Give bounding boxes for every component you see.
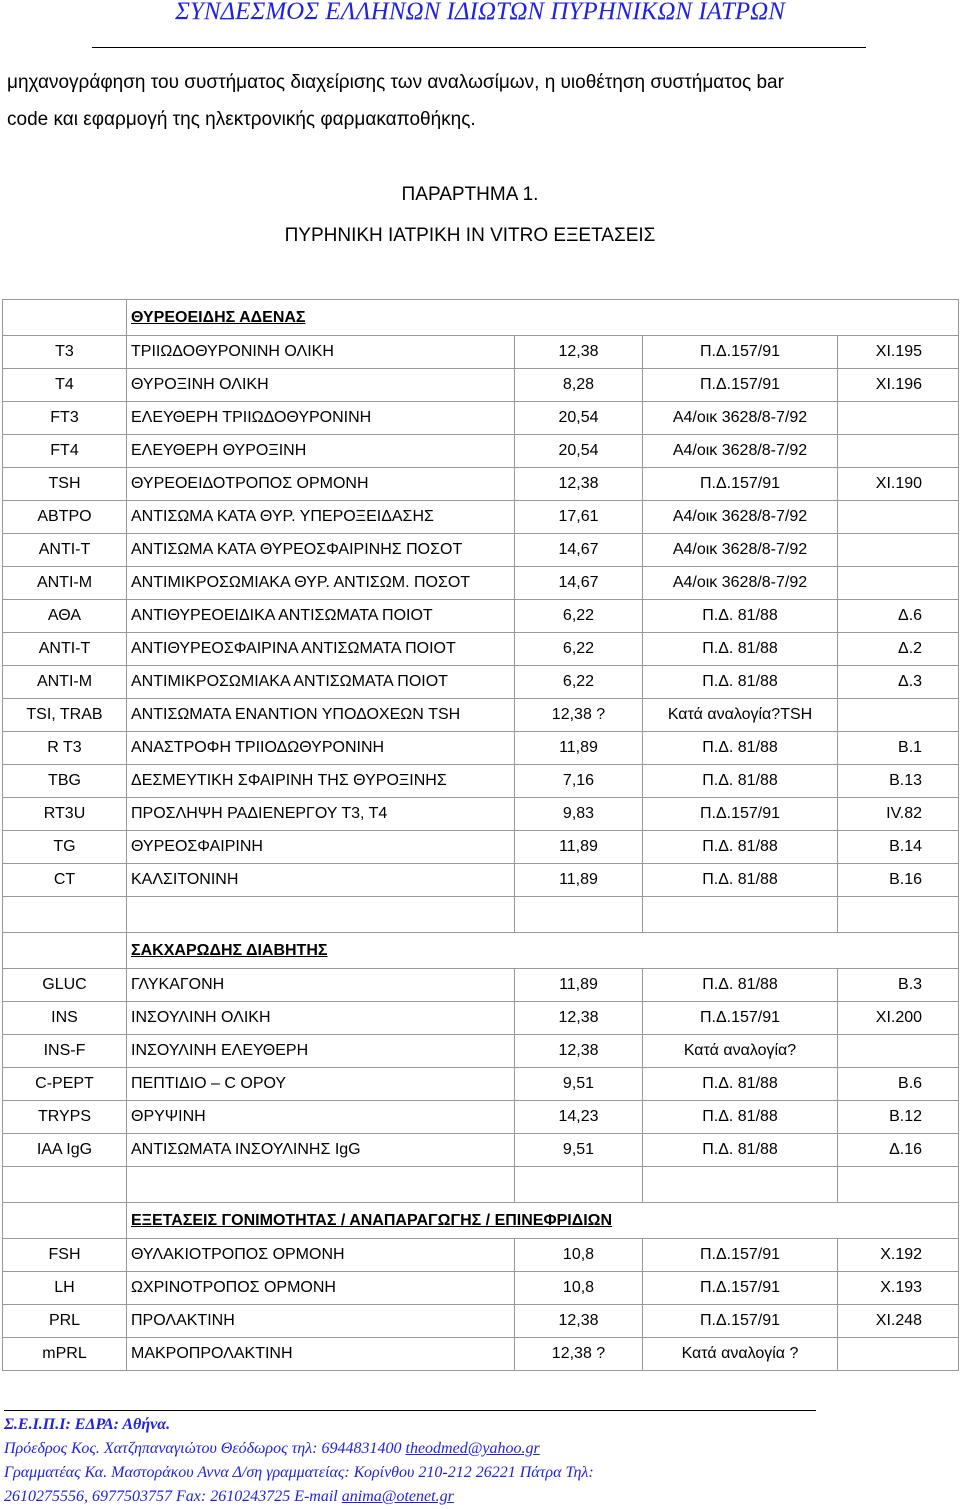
exam-code-cell: ANTI-T (3, 534, 127, 567)
exam-cost-cell: 10,8 (515, 1239, 643, 1272)
exam-row (3, 633, 959, 666)
exam-cost-cell: 14,23 (515, 1101, 643, 1134)
exam-name-cell: ΑΝΤΙΣΩΜΑ ΚΑΤΑ ΘΥΡΕΟΣΦΑΙΡΙΝΗΣ ΠΟΣΟΤ (127, 534, 515, 567)
exam-code-cell: TBG (3, 765, 127, 798)
exam-cost-cell: 20,54 (515, 435, 643, 468)
exam-code-cell: T4 (3, 369, 127, 402)
exam-name-cell: ΘΥΛΑΚΙΟΤΡΟΠΟΣ ΟΡΜΟΝΗ (127, 1239, 515, 1272)
exam-cost-cell: 11,89 (515, 831, 643, 864)
exam-name-cell: ΙΝΣΟΥΛΙΝΗ ΟΛΙΚΗ (127, 1002, 515, 1035)
exam-class-cell: Δ.6 (838, 600, 959, 633)
exam-decree-cell: Π.Δ. 81/88 (643, 765, 838, 798)
exam-row (3, 468, 959, 501)
empty-cell (3, 897, 127, 933)
exam-row (3, 600, 959, 633)
exam-name-cell: ΠΡΟΛΑΚΤΙΝΗ (127, 1305, 515, 1338)
exam-cost-cell: 17,61 (515, 501, 643, 534)
exam-class-cell: B.1 (838, 732, 959, 765)
exam-row (3, 666, 959, 699)
section-header-row (3, 300, 959, 336)
footer-president-text: Πρόεδρος Κος. Χατζηπαναγιώτου Θεόδωρος τηλ: 6944831400 (4, 1440, 406, 1457)
secretary-email-link[interactable]: anima@otenet.gr (341, 1488, 454, 1505)
exam-class-cell: XI.196 (838, 369, 959, 402)
exam-name-cell: ΑΝΤΙΜΙΚΡΟΣΩΜΙΑΚΑ ΑΝΤΙΣΩΜΑΤΑ ΠΟΙΟΤ (127, 666, 515, 699)
exam-decree-cell: Α4/οικ 3628/8-7/92 (643, 402, 838, 435)
exam-code-cell: T3 (3, 336, 127, 369)
exam-class-cell (838, 699, 959, 732)
exam-row (3, 765, 959, 798)
exam-name-cell: ΑΝΑΣΤΡΟΦΗ ΤΡΙΙΟΔΩΘΥΡΟΝΙΝΗ (127, 732, 515, 765)
exam-code-cell: TSI, TRAB (3, 699, 127, 732)
exam-class-cell: B.6 (838, 1068, 959, 1101)
header-title: ΣΥΝΔΕΣΜΟΣ ΕΛΛΗΝΩΝ ΙΔΙΩΤΩΝ ΠΥΡΗΝΙΚΩΝ ΙΑΤΡΩΝ (175, 0, 785, 25)
exam-cost-cell: 6,22 (515, 633, 643, 666)
exam-decree-cell: Π.Δ.157/91 (643, 1272, 838, 1305)
exam-class-cell: Δ.16 (838, 1134, 959, 1167)
exam-row (3, 699, 959, 732)
exam-code-cell: TG (3, 831, 127, 864)
exam-row (3, 369, 959, 402)
exam-cost-cell: 9,51 (515, 1068, 643, 1101)
exam-code-cell: ANTI-M (3, 666, 127, 699)
footer-contact-text: 2610275556, 6977503757 Fax: 2610243725 E-mail (4, 1488, 342, 1505)
empty-cell (838, 897, 959, 933)
empty-cell (838, 1167, 959, 1203)
exam-class-cell (838, 1338, 959, 1371)
exam-code-cell: ΑΘΑ (3, 600, 127, 633)
exam-row (3, 1101, 959, 1134)
exam-code-cell: R T3 (3, 732, 127, 765)
intro-line-2: code και εφαρμογή της ηλεκτρονικής φαρμακαποθήκης. (7, 109, 476, 130)
exam-decree-cell: Π.Δ.157/91 (643, 798, 838, 831)
exam-code-cell: FT4 (3, 435, 127, 468)
exam-decree-cell: Κατά αναλογία ? (643, 1338, 838, 1371)
exam-row (3, 798, 959, 831)
exam-decree-cell: Π.Δ.157/91 (643, 1002, 838, 1035)
exam-row (3, 1272, 959, 1305)
exam-row (3, 1134, 959, 1167)
exam-decree-cell: Π.Δ. 81/88 (643, 633, 838, 666)
section-title: ΕΞΕΤΑΣΕΙΣ ΓΟΝΙΜΟΤΗΤΑΣ / ΑΝΑΠΑΡΑΓΩΓΗΣ / ΕΠΙΝΕΦΡΙΔΙΩΝ (127, 1203, 959, 1239)
empty-cell (3, 1167, 127, 1203)
exam-code-cell: ANTI-M (3, 567, 127, 600)
exam-decree-cell: Π.Δ. 81/88 (643, 969, 838, 1002)
exam-code-cell: ANTI-T (3, 633, 127, 666)
exam-row (3, 732, 959, 765)
exam-decree-cell: Κατά αναλογία? (643, 1035, 838, 1068)
exam-cost-cell: 12,38 (515, 336, 643, 369)
exam-code-cell: IAA IgG (3, 1134, 127, 1167)
exam-row (3, 1239, 959, 1272)
exam-class-cell: B.12 (838, 1101, 959, 1134)
empty-cell (515, 1167, 643, 1203)
exam-name-cell: ΔΕΣΜΕΥΤΙΚΗ ΣΦΑΙΡΙΝΗ ΤΗΣ ΘΥΡΟΞΙΝΗΣ (127, 765, 515, 798)
annex-title: ΠΑΡΑΡΤΗΜΑ 1. (401, 184, 539, 205)
exam-name-cell: ΤΡΙΙΩΔΟΘΥΡΟΝΙΝΗ ΟΛΙΚΗ (127, 336, 515, 369)
section-spacer-row (3, 897, 959, 933)
annex-subtitle: ΠΥΡΗΝΙΚΗ ΙΑΤΡΙΚΗ IN VITRO ΕΞΕΤΑΣΕΙΣ (284, 225, 656, 246)
exam-cost-cell: 20,54 (515, 402, 643, 435)
empty-cell (515, 897, 643, 933)
exam-decree-cell: Π.Δ.157/91 (643, 336, 838, 369)
exams-table (2, 299, 959, 1371)
exam-cost-cell: 12,38 (515, 1035, 643, 1068)
exam-row (3, 1338, 959, 1371)
exam-class-cell: XI.200 (838, 1002, 959, 1035)
exam-decree-cell: Π.Δ.157/91 (643, 369, 838, 402)
exam-decree-cell: Α4/οικ 3628/8-7/92 (643, 501, 838, 534)
exam-decree-cell: Α4/οικ 3628/8-7/92 (643, 534, 838, 567)
exam-class-cell: XI.195 (838, 336, 959, 369)
empty-cell (643, 897, 838, 933)
empty-cell (3, 933, 127, 969)
exam-class-cell (838, 534, 959, 567)
empty-cell (127, 1167, 515, 1203)
exam-decree-cell: Π.Δ. 81/88 (643, 666, 838, 699)
exam-cost-cell: 12,38 ? (515, 1338, 643, 1371)
section-title: ΣΑΚΧΑΡΩΔΗΣ ΔΙΑΒΗΤΗΣ (127, 933, 959, 969)
exam-row (3, 969, 959, 1002)
exam-class-cell (838, 435, 959, 468)
exam-code-cell: C-PEPT (3, 1068, 127, 1101)
section-spacer-row (3, 1167, 959, 1203)
exam-decree-cell: Α4/οικ 3628/8-7/92 (643, 435, 838, 468)
header-rule (92, 47, 866, 48)
exam-class-cell: XI.190 (838, 468, 959, 501)
exam-class-cell (838, 501, 959, 534)
exam-name-cell: ΘΥΡΕΟΣΦΑΙΡΙΝΗ (127, 831, 515, 864)
exam-code-cell: mPRL (3, 1338, 127, 1371)
exam-cost-cell: 11,89 (515, 969, 643, 1002)
empty-cell (127, 897, 515, 933)
exam-code-cell: RT3U (3, 798, 127, 831)
exam-row (3, 1002, 959, 1035)
exam-code-cell: PRL (3, 1305, 127, 1338)
exam-cost-cell: 12,38 (515, 468, 643, 501)
exam-row (3, 402, 959, 435)
exam-row (3, 864, 959, 897)
exam-row (3, 534, 959, 567)
exam-code-cell: ABTPO (3, 501, 127, 534)
exam-class-cell: B.3 (838, 969, 959, 1002)
exam-cost-cell: 12,38 (515, 1305, 643, 1338)
exam-name-cell: ΓΛΥΚΑΓΟΝΗ (127, 969, 515, 1002)
exam-name-cell: ΘΥΡΟΞΙΝΗ ΟΛΙΚΗ (127, 369, 515, 402)
exam-row (3, 1068, 959, 1101)
exam-row (3, 1035, 959, 1068)
exam-decree-cell: Π.Δ. 81/88 (643, 864, 838, 897)
exam-decree-cell: Π.Δ. 81/88 (643, 1101, 838, 1134)
president-email-link[interactable]: theodmed@yahoo.gr (405, 1440, 540, 1457)
exam-row (3, 1305, 959, 1338)
exam-row (3, 501, 959, 534)
exam-code-cell: TSH (3, 468, 127, 501)
exam-row (3, 435, 959, 468)
exam-name-cell: ΘΥΡΕΟΕΙΔΟΤΡΟΠΟΣ ΟΡΜΟΝΗ (127, 468, 515, 501)
exam-code-cell: GLUC (3, 969, 127, 1002)
exam-decree-cell: Π.Δ.157/91 (643, 1239, 838, 1272)
exam-decree-cell: Π.Δ.157/91 (643, 1305, 838, 1338)
exam-cost-cell: 10,8 (515, 1272, 643, 1305)
exam-cost-cell: 7,16 (515, 765, 643, 798)
exam-name-cell: ΩΧΡΙΝΟΤΡΟΠΟΣ ΟΡΜΟΝΗ (127, 1272, 515, 1305)
exam-cost-cell: 8,28 (515, 369, 643, 402)
section-header-row (3, 1203, 959, 1239)
exam-cost-cell: 12,38 (515, 1002, 643, 1035)
exam-code-cell: LH (3, 1272, 127, 1305)
exam-class-cell: X.193 (838, 1272, 959, 1305)
exam-name-cell: ΑΝΤΙΣΩΜΑΤΑ ΕΝΑΝΤΙΟΝ ΥΠΟΔΟΧΕΩΝ TSH (127, 699, 515, 732)
exam-decree-cell: Α4/οικ 3628/8-7/92 (643, 567, 838, 600)
exam-cost-cell: 11,89 (515, 732, 643, 765)
footer-organization: Σ.Ε.Ι.Π.Ι: ΕΔΡΑ: Αθήνα. (4, 1416, 171, 1433)
exam-decree-cell: Π.Δ. 81/88 (643, 600, 838, 633)
exam-class-cell: IV.82 (838, 798, 959, 831)
footer-rule (4, 1410, 816, 1411)
exam-decree-cell: Κατά αναλογία?TSH (643, 699, 838, 732)
exam-class-cell: B.14 (838, 831, 959, 864)
exam-name-cell: ΙΝΣΟΥΛΙΝΗ ΕΛΕΥΘΕΡΗ (127, 1035, 515, 1068)
exam-class-cell (838, 402, 959, 435)
exam-name-cell: ΑΝΤΙΘΥΡΕΟΣΦΑΙΡΙΝΑ ΑΝΤΙΣΩΜΑΤΑ ΠΟΙΟΤ (127, 633, 515, 666)
exam-class-cell: X.192 (838, 1239, 959, 1272)
exam-cost-cell: 14,67 (515, 534, 643, 567)
exam-class-cell: B.16 (838, 864, 959, 897)
exam-code-cell: FT3 (3, 402, 127, 435)
exam-cost-cell: 6,22 (515, 600, 643, 633)
exam-code-cell: INS (3, 1002, 127, 1035)
footer-secretary-line: Γραμματέας Κα. Μαστοράκου Αννα Δ/ση γραμματείας: Κορίνθου 210-212 26221 Πάτρα Τηλ: (4, 1464, 594, 1481)
exam-cost-cell: 14,67 (515, 567, 643, 600)
exam-row (3, 831, 959, 864)
exam-decree-cell: Π.Δ. 81/88 (643, 732, 838, 765)
section-header-row (3, 933, 959, 969)
exam-cost-cell: 9,51 (515, 1134, 643, 1167)
exam-decree-cell: Π.Δ.157/91 (643, 468, 838, 501)
exam-code-cell: CT (3, 864, 127, 897)
exam-name-cell: ΑΝΤΙΜΙΚΡΟΣΩΜΙΑΚΑ ΘΥΡ. ΑΝΤΙΣΩΜ. ΠΟΣΟΤ (127, 567, 515, 600)
exam-cost-cell: 11,89 (515, 864, 643, 897)
intro-line-1: μηχανογράφηση του συστήματος διαχείρισης των αναλωσίμων, η υιοθέτηση συστήματος bar (7, 72, 784, 93)
exam-name-cell: ΠΕΠΤΙΔΙΟ – C ΟΡΟΥ (127, 1068, 515, 1101)
exam-decree-cell: Π.Δ. 81/88 (643, 831, 838, 864)
exam-name-cell: ΑΝΤΙΣΩΜΑΤΑ ΙΝΣΟΥΛΙΝΗΣ IgG (127, 1134, 515, 1167)
exam-code-cell: FSH (3, 1239, 127, 1272)
exam-name-cell: ΜΑΚΡΟΠΡΟΛΑΚΤΙΝΗ (127, 1338, 515, 1371)
exam-class-cell: B.13 (838, 765, 959, 798)
exam-decree-cell: Π.Δ. 81/88 (643, 1068, 838, 1101)
exam-cost-cell: 6,22 (515, 666, 643, 699)
section-title: ΘΥΡΕΟΕΙΔΗΣ ΑΔΕΝΑΣ (127, 300, 959, 336)
exam-row (3, 567, 959, 600)
empty-cell (643, 1167, 838, 1203)
exam-name-cell: ΘΡΥΨΙΝΗ (127, 1101, 515, 1134)
intro-paragraph (7, 64, 947, 138)
exam-code-cell: TRYPS (3, 1101, 127, 1134)
exam-class-cell: XI.248 (838, 1305, 959, 1338)
exam-code-cell: INS-F (3, 1035, 127, 1068)
footer (4, 1413, 954, 1509)
footer-contact-line (4, 1485, 954, 1509)
exam-class-cell: Δ.3 (838, 666, 959, 699)
exam-row (3, 336, 959, 369)
exam-name-cell: ΚΑΛΣΙΤΟΝΙΝΗ (127, 864, 515, 897)
exam-class-cell: Δ.2 (838, 633, 959, 666)
exam-class-cell (838, 1035, 959, 1068)
exam-cost-cell: 9,83 (515, 798, 643, 831)
exam-name-cell: ΑΝΤΙΣΩΜΑ ΚΑΤΑ ΘΥΡ. ΥΠΕΡΟΞΕΙΔΑΣΗΣ (127, 501, 515, 534)
empty-cell (3, 1203, 127, 1239)
empty-cell (3, 300, 127, 336)
exam-name-cell: ΑΝΤΙΘΥΡΕΟΕΙΔΙΚΑ ΑΝΤΙΣΩΜΑΤΑ ΠΟΙΟΤ (127, 600, 515, 633)
exam-decree-cell: Π.Δ. 81/88 (643, 1134, 838, 1167)
footer-president-line (4, 1437, 954, 1461)
exam-name-cell: ΕΛΕΥΘΕΡΗ ΤΡΙΙΩΔΟΘΥΡΟΝΙΝΗ (127, 402, 515, 435)
exams-table-body (3, 300, 959, 1371)
exam-name-cell: ΠΡΟΣΛΗΨΗ ΡΑΔΙΕΝΕΡΓΟΥ Τ3, Τ4 (127, 798, 515, 831)
exam-class-cell (838, 567, 959, 600)
exam-cost-cell: 12,38 ? (515, 699, 643, 732)
exam-name-cell: ΕΛΕΥΘΕΡΗ ΘΥΡΟΞΙΝΗ (127, 435, 515, 468)
